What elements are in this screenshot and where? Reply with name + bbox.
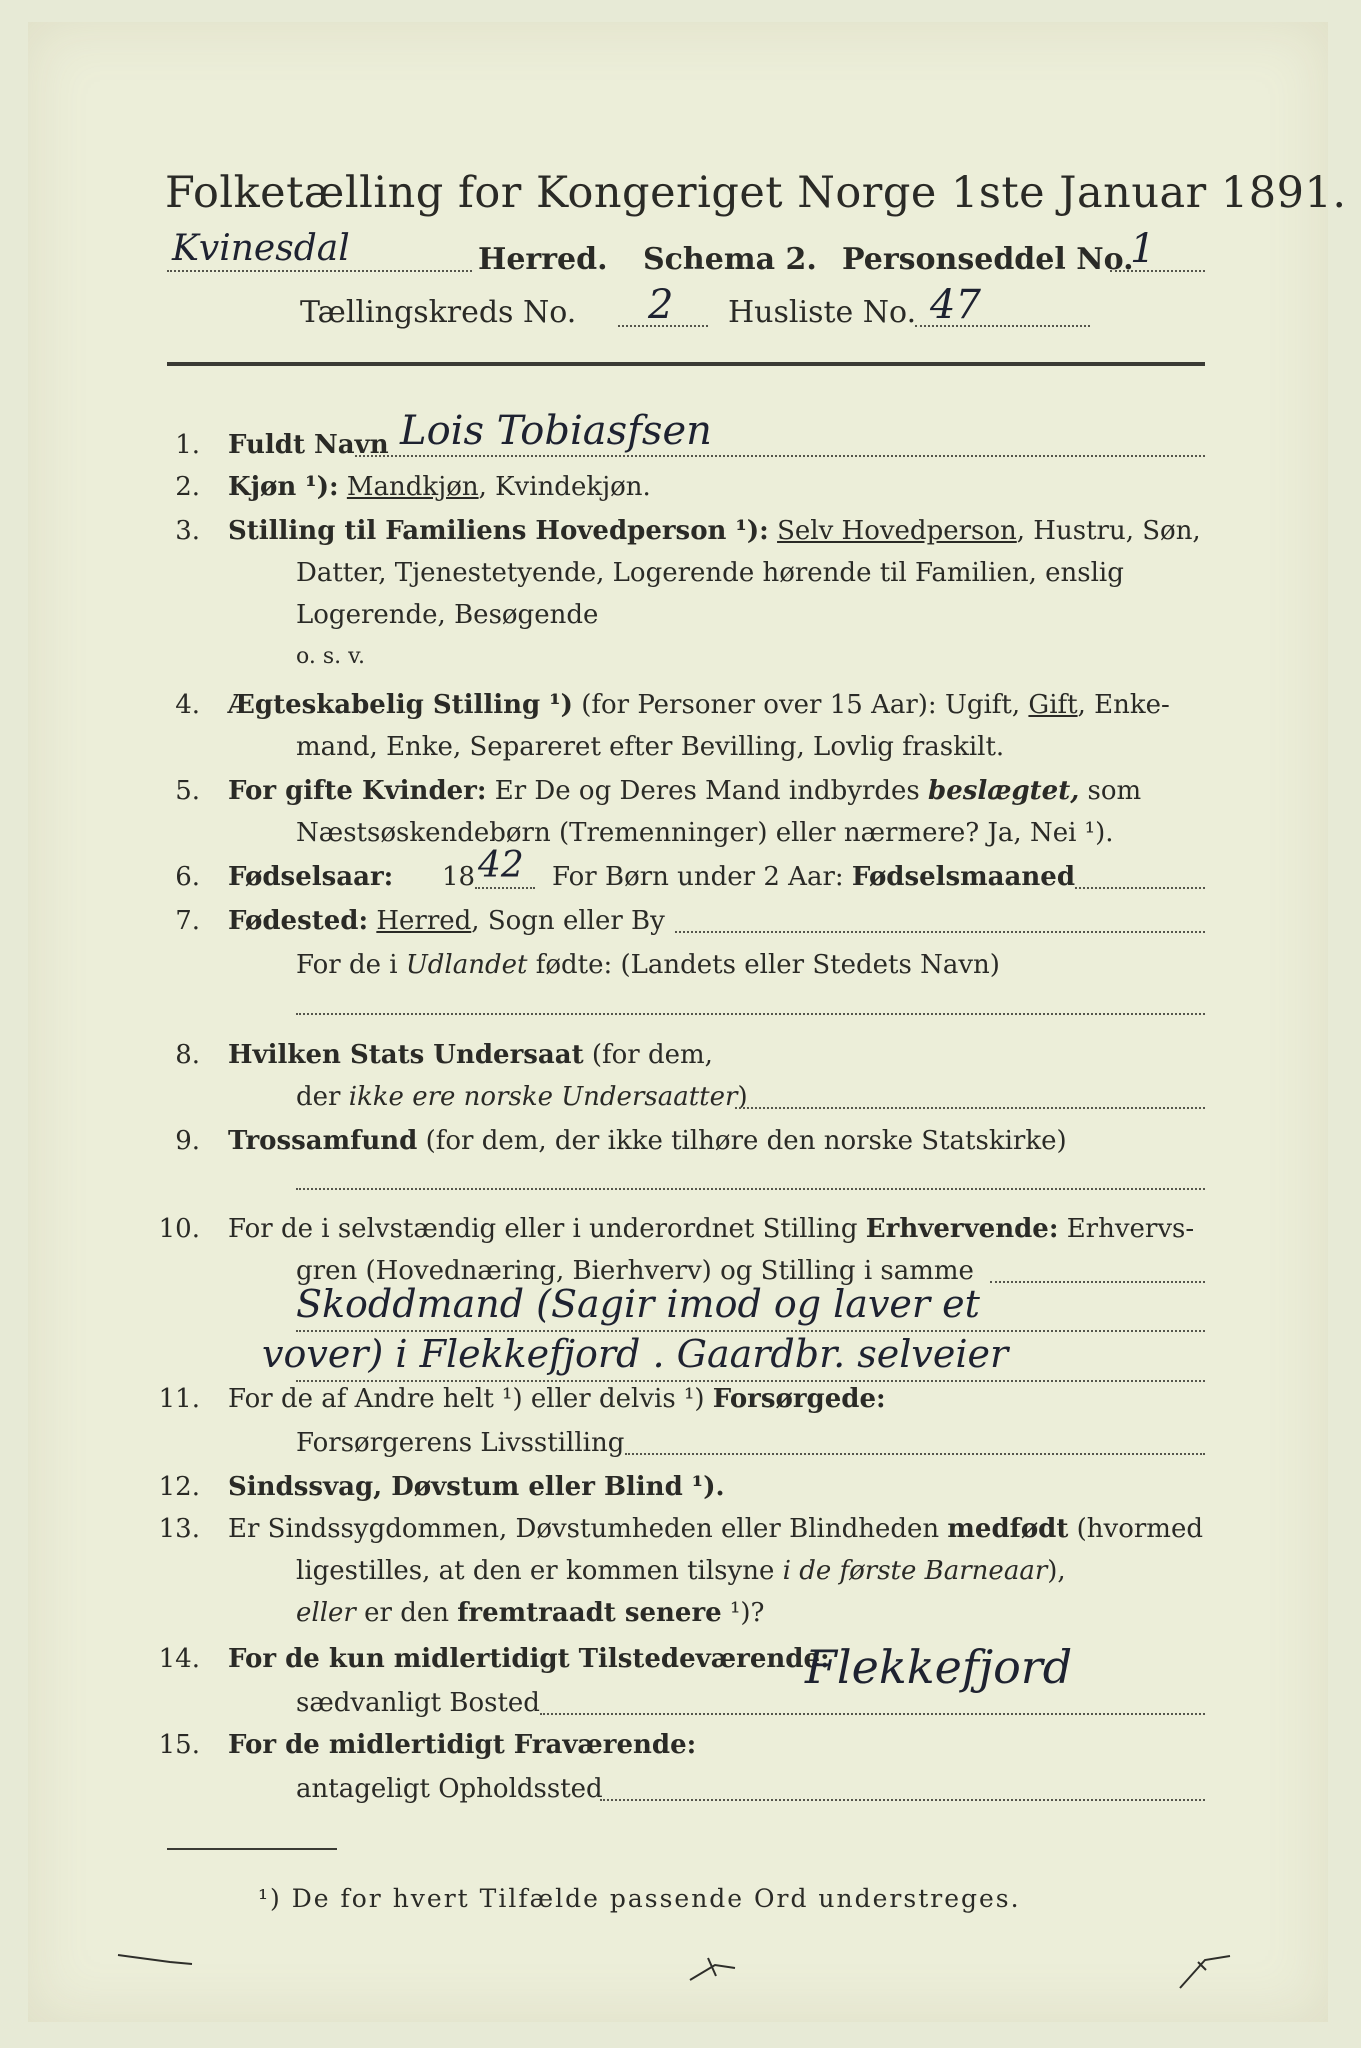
q10-number: 10.	[158, 1214, 200, 1244]
q3-label: Stilling til Familiens Hovedperson ¹):	[228, 516, 769, 546]
q9-number: 9.	[175, 1126, 200, 1156]
q5-b: som	[1079, 776, 1142, 806]
mark-center	[690, 1958, 735, 1980]
q7-line2	[296, 950, 1000, 980]
q8-line2	[296, 1082, 748, 1112]
q3-rest: , Hustru, Søn,	[1016, 516, 1201, 546]
personseddel-label: Personseddel No.	[842, 242, 1134, 277]
q4-gift: Gift	[1028, 690, 1078, 720]
q7-text	[228, 906, 665, 936]
herred-line	[167, 270, 472, 272]
q2-label: Kjøn ¹):	[228, 472, 339, 502]
q4-line2: mand, Enke, Separeret efter Bevilling, Lovlig fraskilt.	[296, 732, 1005, 762]
q7-line2a: For de i	[296, 950, 406, 980]
q13-line3a: er den	[355, 1598, 458, 1628]
q10-hand2: vover) i Flekkefjord . Gaardbr. selveier	[262, 1332, 1009, 1376]
q4-number: 4.	[175, 690, 200, 720]
q6-b	[552, 862, 1075, 892]
q11-line	[625, 1453, 1205, 1455]
schema-label: Schema 2.	[643, 242, 817, 277]
q8-number: 8.	[175, 1040, 200, 1070]
q7-label: Fødested:	[228, 906, 369, 936]
q6-year-value: 42	[478, 845, 524, 886]
q2-text	[228, 472, 651, 502]
q5-label: For gifte Kvinder:	[228, 776, 487, 806]
q7-herred: Herred	[376, 906, 472, 936]
q13-label: medfødt	[947, 1514, 1069, 1544]
header-rule	[167, 362, 1205, 366]
q10-line2: gren (Hovednæring, Bierhverv) og Stilling i samme	[296, 1256, 974, 1286]
q5-text	[228, 776, 1141, 806]
q14-label: For de kun midlertidigt Tilstedeværende:	[228, 1644, 830, 1674]
husliste-label: Husliste No.	[728, 295, 917, 330]
q10-a: For de i selvstændig eller i underordnet Stilling	[228, 1214, 866, 1244]
q3-text	[228, 516, 1201, 546]
q7-answer-line	[296, 1013, 1205, 1015]
q8-line2it: ikke ere norske Undersaatter	[348, 1082, 738, 1112]
q7-line2it: Udlandet	[405, 950, 528, 980]
q8-label: Hvilken Stats Undersaat	[228, 1040, 584, 1070]
q2-number: 2.	[175, 472, 200, 502]
q13-a: Er Sindssygdommen, Døvstumheden eller Blindheden	[228, 1514, 948, 1544]
q5-line2: Næstsøskendebørn (Tremenninger) eller nærmere? Ja, Nei ¹).	[296, 818, 1114, 848]
q8-line	[735, 1107, 1205, 1109]
q3-line3: Logerende, Besøgende	[296, 600, 599, 630]
q14-number: 14.	[158, 1644, 200, 1674]
q15-line	[600, 1799, 1205, 1801]
q3-selv: Selv Hovedperson	[777, 516, 1017, 546]
form-title: Folketælling for Kongeriget Norge 1ste Januar 1891.	[165, 168, 1347, 218]
q14-value: Flekkefjord	[805, 1640, 1073, 1694]
q6-label: Fødselsaar:	[228, 862, 394, 892]
q9-text	[228, 1126, 1067, 1156]
footnote: ¹) De for hvert Tilfælde passende Ord understreges.	[258, 1884, 1021, 1913]
q11-line2: Forsørgerens Livsstilling	[296, 1428, 625, 1458]
personseddel-value: 1	[1130, 226, 1156, 272]
q6-year-line	[475, 887, 535, 889]
q10-text	[228, 1214, 1194, 1244]
q8-line2a: der	[296, 1082, 349, 1112]
q6-month-line	[1075, 887, 1205, 889]
q3-number: 3.	[175, 516, 200, 546]
q15-line2: antageligt Opholdssted	[296, 1774, 603, 1804]
q13-line2b: ),	[1047, 1556, 1066, 1586]
q14-line2: sædvanligt Bosted	[296, 1688, 540, 1718]
q6-number: 6.	[175, 862, 200, 892]
q6-b-text: For Børn under 2 Aar:	[552, 862, 852, 892]
kreds-value: 2	[648, 282, 674, 328]
q4-a: (for Personer over 15 Aar): Ugift,	[572, 690, 1029, 720]
q12-label: Sindssvag, Døvstum eller Blind ¹).	[228, 1472, 725, 1502]
q7-line	[675, 931, 1205, 933]
husliste-value: 47	[930, 282, 981, 328]
q5-number: 5.	[175, 776, 200, 806]
q10-hand2-line	[296, 1380, 1205, 1382]
q1-label: Fuldt Navn	[228, 430, 389, 460]
q13-line3c: ¹)?	[721, 1598, 765, 1628]
q4-b: , Enke-	[1077, 690, 1170, 720]
mark-left	[118, 1955, 192, 1964]
q11-text	[228, 1384, 886, 1414]
q7-number: 7.	[175, 906, 200, 936]
q13-text	[228, 1514, 1203, 1544]
q5-a: Er De og Deres Mand indbyrdes	[486, 776, 929, 806]
q13-line3it: eller	[296, 1598, 356, 1628]
q15-number: 15.	[158, 1730, 200, 1760]
q13-line3b: fremtraadt senere	[457, 1598, 722, 1628]
q7-line2b: fødte: (Landets eller Stedets Navn)	[527, 950, 1000, 980]
q3-line2: Datter, Tjenestetyende, Logerende hørende til Familien, enslig	[296, 558, 1124, 588]
q2-mandkjon: Mandkjøn	[346, 472, 479, 502]
herred-label: Herred.	[478, 242, 608, 277]
q10-label: Erhvervende:	[865, 1214, 1059, 1244]
footnote-rule	[167, 1848, 337, 1850]
mark-right	[1180, 1956, 1230, 1988]
q13-b: (hvormed	[1068, 1514, 1203, 1544]
q9-label: Trossamfund	[228, 1126, 418, 1156]
q10-hand1: Skoddmand (Sagir imod og laver et	[296, 1282, 980, 1326]
kreds-label: Tællingskreds No.	[300, 295, 577, 330]
q5-italic: beslægtet,	[928, 776, 1080, 806]
q13-number: 13.	[158, 1514, 200, 1544]
q6-prefix: 18	[442, 862, 476, 892]
q8-text	[228, 1040, 713, 1070]
census-form-sheet	[28, 22, 1347, 2022]
q9-line	[296, 1188, 1205, 1190]
q15-label: For de midlertidigt Fraværende:	[228, 1730, 697, 1760]
q10-line2-dots	[990, 1281, 1205, 1283]
q12-number: 12.	[158, 1472, 200, 1502]
q13-line2a: ligestilles, at den er kommen tilsyne	[296, 1556, 783, 1586]
q11-number: 11.	[158, 1384, 200, 1414]
q4-label: Ægteskabelig Stilling ¹)	[228, 690, 573, 720]
q10-b: Erhvervs-	[1058, 1214, 1195, 1244]
q8-line2b: )	[737, 1082, 748, 1112]
q11-a: For de af Andre helt ¹) eller delvis ¹)	[228, 1384, 713, 1414]
q6-b2: Fødselsmaaned	[851, 862, 1076, 892]
q13-line2it: i de første Barneaar	[782, 1556, 1048, 1586]
q1-line	[355, 455, 1205, 457]
q1-value: Lois Tobiasfsen	[400, 408, 712, 454]
q13-line3	[296, 1598, 764, 1628]
margin-marks	[110, 1930, 1260, 2000]
q14-line	[540, 1713, 1205, 1715]
q8-a: (for dem,	[583, 1040, 713, 1070]
q7-b: , Sogn eller By	[471, 906, 665, 936]
q4-text	[228, 690, 1170, 720]
herred-value: Kvinesdal	[172, 228, 350, 269]
personseddel-line	[1110, 270, 1205, 272]
q2-kvindekjon: , Kvindekjøn.	[478, 472, 651, 502]
q3-line4: o. s. v.	[296, 644, 365, 669]
q1-number: 1.	[175, 430, 200, 460]
q11-label: Forsørgede:	[712, 1384, 886, 1414]
q9-a: (for dem, der ikke tilhøre den norske Statskirke)	[417, 1126, 1067, 1156]
q13-line2	[296, 1556, 1066, 1586]
